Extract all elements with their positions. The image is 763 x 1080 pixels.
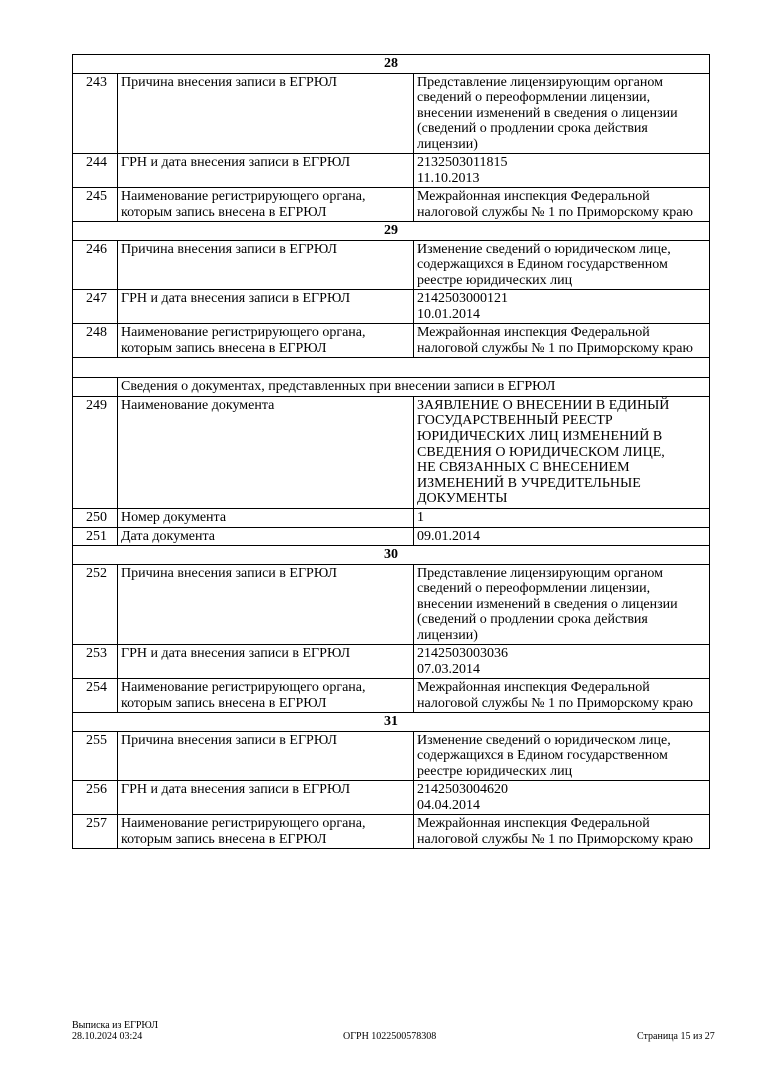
row-label: Наименование документа: [118, 396, 414, 508]
row-label: Причина внесения записи в ЕГРЮЛ: [118, 73, 414, 154]
section-header-row: [73, 222, 710, 241]
row-value: 2132503011815 11.10.2013: [414, 154, 710, 188]
row-label: Причина внесения записи в ЕГРЮЛ: [118, 564, 414, 645]
row-number: 252: [73, 564, 118, 645]
row-value: 2142503003036 07.03.2014: [414, 645, 710, 679]
row-number: 247: [73, 290, 118, 324]
row-label: Дата документа: [118, 527, 414, 546]
row-value: 2142503004620 04.04.2014: [414, 781, 710, 815]
footer-datetime: 28.10.2024 03:24: [72, 1031, 143, 1042]
row-value: Межрайонная инспекция Федеральной налоговой службы № 1 по Приморскому краю: [414, 188, 710, 222]
table-row: [73, 645, 710, 679]
row-value: Межрайонная инспекция Федеральной налоговой службы № 1 по Приморскому краю: [414, 324, 710, 358]
row-number: 253: [73, 645, 118, 679]
row-number: 249: [73, 396, 118, 508]
blank-row: [73, 358, 710, 378]
row-number: 254: [73, 679, 118, 713]
row-number: 256: [73, 781, 118, 815]
row-value: 09.01.2014: [414, 527, 710, 546]
table-row: [73, 240, 710, 290]
row-number: 250: [73, 509, 118, 528]
row-label: Наименование регистрирующего органа, которым запись внесена в ЕГРЮЛ: [118, 188, 414, 222]
section-number: 31: [73, 713, 710, 732]
row-value: Изменение сведений о юридическом лице, содержащихся в Едином государственном реестре юридических лиц: [414, 731, 710, 781]
table-row: [73, 781, 710, 815]
row-value: Изменение сведений о юридическом лице, содержащихся в Едином государственном реестре юридических лиц: [414, 240, 710, 290]
footer-left: [72, 1020, 158, 1042]
row-value: Представление лицензирующим органом сведений о переоформлении лицензии, внесении изменений в сведения о лицензии (сведений о продлении срока действия лицензии): [414, 73, 710, 154]
table-row: [73, 73, 710, 154]
table-row: [73, 815, 710, 849]
row-number: 255: [73, 731, 118, 781]
row-value: ЗАЯВЛЕНИЕ О ВНЕСЕНИИ В ЕДИНЫЙ ГОСУДАРСТВЕННЫЙ РЕЕСТР ЮРИДИЧЕСКИХ ЛИЦ ИЗМЕНЕНИЙ В СВЕДЕНИЯ О ЮРИДИЧЕСКОМ ЛИЦЕ, НЕ СВЯЗАННЫХ С ВНЕСЕНИЕМ ИЗМЕНЕНИЙ В УЧРЕДИТЕЛЬНЫЕ ДОКУМЕНТЫ: [414, 396, 710, 508]
table-row: [73, 527, 710, 546]
section-number: 29: [73, 222, 710, 241]
row-number: 246: [73, 240, 118, 290]
table-row: [73, 290, 710, 324]
section-number: 28: [73, 55, 710, 74]
row-label: ГРН и дата внесения записи в ЕГРЮЛ: [118, 290, 414, 324]
footer-doc-title: Выписка из ЕГРЮЛ: [72, 1020, 158, 1031]
documents-heading: Сведения о документах, представленных при внесении записи в ЕГРЮЛ: [118, 378, 710, 397]
row-value: Межрайонная инспекция Федеральной налоговой службы № 1 по Приморскому краю: [414, 679, 710, 713]
row-number: 251: [73, 527, 118, 546]
egrul-table: [72, 54, 710, 849]
table-row: [73, 509, 710, 528]
documents-header-row: [73, 378, 710, 397]
footer-ogrn: ОГРН 1022500578308: [343, 1031, 437, 1042]
table-row: [73, 679, 710, 713]
row-value: Межрайонная инспекция Федеральной налоговой службы № 1 по Приморскому краю: [414, 815, 710, 849]
footer-page-number: Страница 15 из 27: [637, 1031, 715, 1042]
row-number: 244: [73, 154, 118, 188]
row-value: Представление лицензирующим органом сведений о переоформлении лицензии, внесении изменений в сведения о лицензии (сведений о продлении срока действия лицензии): [414, 564, 710, 645]
row-number: 257: [73, 815, 118, 849]
section-header-row: [73, 546, 710, 565]
section-header-row: [73, 713, 710, 732]
row-label: Причина внесения записи в ЕГРЮЛ: [118, 731, 414, 781]
row-label: ГРН и дата внесения записи в ЕГРЮЛ: [118, 645, 414, 679]
table-row: [73, 564, 710, 645]
row-label: Номер документа: [118, 509, 414, 528]
row-number: 243: [73, 73, 118, 154]
row-label: Наименование регистрирующего органа, которым запись внесена в ЕГРЮЛ: [118, 324, 414, 358]
row-number: 248: [73, 324, 118, 358]
empty-number-cell: [73, 378, 118, 397]
row-value: 2142503000121 10.01.2014: [414, 290, 710, 324]
row-label: ГРН и дата внесения записи в ЕГРЮЛ: [118, 781, 414, 815]
section-header-row: [73, 55, 710, 74]
table-row: [73, 154, 710, 188]
row-number: 245: [73, 188, 118, 222]
section-number: 30: [73, 546, 710, 565]
table-row: [73, 188, 710, 222]
table-row: [73, 396, 710, 508]
row-label: Наименование регистрирующего органа, которым запись внесена в ЕГРЮЛ: [118, 815, 414, 849]
row-label: Наименование регистрирующего органа, которым запись внесена в ЕГРЮЛ: [118, 679, 414, 713]
row-label: ГРН и дата внесения записи в ЕГРЮЛ: [118, 154, 414, 188]
blank-cell: [73, 358, 710, 378]
table-row: [73, 731, 710, 781]
table-row: [73, 324, 710, 358]
row-value: 1: [414, 509, 710, 528]
row-label: Причина внесения записи в ЕГРЮЛ: [118, 240, 414, 290]
